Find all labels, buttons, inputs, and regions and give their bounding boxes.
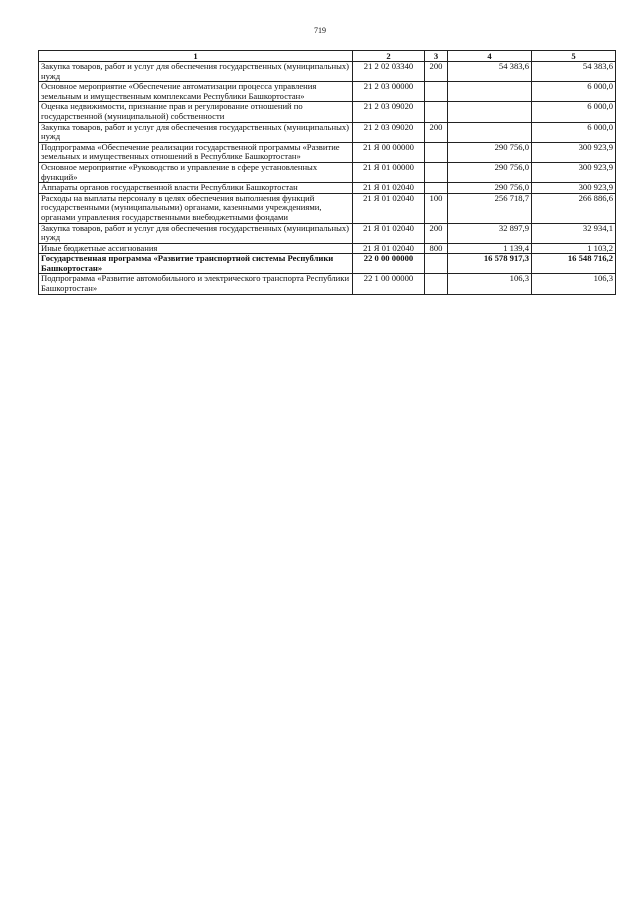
row-code: 21 2 02 03340 bbox=[353, 62, 425, 82]
row-name: Подпрограмма «Обеспечение реализации государственной программы «Развитие земельных и имущественных отношений в Республике Башкортостан» bbox=[39, 142, 353, 162]
row-code: 22 0 00 00000 bbox=[353, 254, 425, 274]
row-sum-1: 32 897,9 bbox=[448, 223, 532, 243]
row-code: 21 Я 00 00000 bbox=[353, 142, 425, 162]
row-sum-2: 6 000,0 bbox=[532, 82, 616, 102]
table-row bbox=[39, 193, 616, 223]
row-sum-1: 290 756,0 bbox=[448, 183, 532, 194]
budget-table bbox=[38, 50, 616, 295]
row-code: 21 Я 01 02040 bbox=[353, 183, 425, 194]
row-sum-2: 106,3 bbox=[532, 274, 616, 294]
table-row bbox=[39, 243, 616, 254]
row-name: Государственная программа «Развитие транспортной системы Республики Башкортостан» bbox=[39, 254, 353, 274]
table-row bbox=[39, 122, 616, 142]
row-name: Закупка товаров, работ и услуг для обеспечения государственных (муниципальных) нужд bbox=[39, 223, 353, 243]
row-code: 21 2 03 00000 bbox=[353, 82, 425, 102]
row-sum-2: 300 923,9 bbox=[532, 183, 616, 194]
row-sum-1 bbox=[448, 82, 532, 102]
row-expense-type bbox=[425, 254, 448, 274]
row-sum-1: 290 756,0 bbox=[448, 162, 532, 182]
row-sum-1 bbox=[448, 102, 532, 122]
row-expense-type bbox=[425, 274, 448, 294]
row-expense-type bbox=[425, 142, 448, 162]
row-name: Закупка товаров, работ и услуг для обеспечения государственных (муниципальных) нужд bbox=[39, 122, 353, 142]
row-expense-type: 200 bbox=[425, 62, 448, 82]
header-col-5: 5 bbox=[532, 51, 616, 62]
row-sum-1: 106,3 bbox=[448, 274, 532, 294]
table-row bbox=[39, 162, 616, 182]
row-sum-1 bbox=[448, 122, 532, 142]
row-code: 21 2 03 09020 bbox=[353, 102, 425, 122]
row-code: 22 1 00 00000 bbox=[353, 274, 425, 294]
row-sum-2: 6 000,0 bbox=[532, 102, 616, 122]
header-col-1: 1 bbox=[39, 51, 353, 62]
row-expense-type: 200 bbox=[425, 122, 448, 142]
row-expense-type bbox=[425, 102, 448, 122]
row-name: Закупка товаров, работ и услуг для обеспечения государственных (муниципальных) нужд bbox=[39, 62, 353, 82]
row-sum-2: 54 383,6 bbox=[532, 62, 616, 82]
row-sum-2: 16 548 716,2 bbox=[532, 254, 616, 274]
row-name: Основное мероприятие «Руководство и управление в сфере установленных функций» bbox=[39, 162, 353, 182]
row-sum-2: 1 103,2 bbox=[532, 243, 616, 254]
row-sum-2: 6 000,0 bbox=[532, 122, 616, 142]
row-sum-2: 266 886,6 bbox=[532, 193, 616, 223]
table-row bbox=[39, 102, 616, 122]
table-row bbox=[39, 82, 616, 102]
table-row bbox=[39, 183, 616, 194]
header-col-3: 3 bbox=[425, 51, 448, 62]
row-sum-2: 300 923,9 bbox=[532, 142, 616, 162]
row-code: 21 Я 01 02040 bbox=[353, 243, 425, 254]
row-sum-1: 290 756,0 bbox=[448, 142, 532, 162]
row-sum-2: 300 923,9 bbox=[532, 162, 616, 182]
row-sum-1: 16 578 917,3 bbox=[448, 254, 532, 274]
row-expense-type: 100 bbox=[425, 193, 448, 223]
row-sum-1: 256 718,7 bbox=[448, 193, 532, 223]
table-row-program-total bbox=[39, 254, 616, 274]
row-name: Иные бюджетные ассигнования bbox=[39, 243, 353, 254]
header-col-2: 2 bbox=[353, 51, 425, 62]
row-expense-type bbox=[425, 82, 448, 102]
row-expense-type bbox=[425, 162, 448, 182]
table-header-row bbox=[39, 51, 616, 62]
row-sum-2: 32 934,1 bbox=[532, 223, 616, 243]
row-sum-1: 1 139,4 bbox=[448, 243, 532, 254]
row-expense-type bbox=[425, 183, 448, 194]
row-name: Оценка недвижимости, признание прав и регулирование отношений по государственной (муниципальной) собственности bbox=[39, 102, 353, 122]
row-expense-type: 800 bbox=[425, 243, 448, 254]
table-row bbox=[39, 142, 616, 162]
row-code: 21 Я 01 02040 bbox=[353, 193, 425, 223]
row-expense-type: 200 bbox=[425, 223, 448, 243]
row-code: 21 Я 01 00000 bbox=[353, 162, 425, 182]
row-code: 21 Я 01 02040 bbox=[353, 223, 425, 243]
table-row bbox=[39, 223, 616, 243]
header-col-4: 4 bbox=[448, 51, 532, 62]
row-code: 21 2 03 09020 bbox=[353, 122, 425, 142]
row-name: Основное мероприятие «Обеспечение автоматизации процесса управления земельным и имущественным комплексами Республики Башкортостан» bbox=[39, 82, 353, 102]
row-name: Аппараты органов государственной власти Республики Башкортостан bbox=[39, 183, 353, 194]
row-name: Расходы на выплаты персоналу в целях обеспечения выполнения функций государственными (муниципальными) органами, казенными учреждениями, органами управления государственными внебюджетными фондами bbox=[39, 193, 353, 223]
row-name: Подпрограмма «Развитие автомобильного и электрического транспорта Республики Башкортостан» bbox=[39, 274, 353, 294]
row-sum-1: 54 383,6 bbox=[448, 62, 532, 82]
table-row bbox=[39, 62, 616, 82]
page-number: 719 bbox=[314, 26, 326, 35]
table-row bbox=[39, 274, 616, 294]
